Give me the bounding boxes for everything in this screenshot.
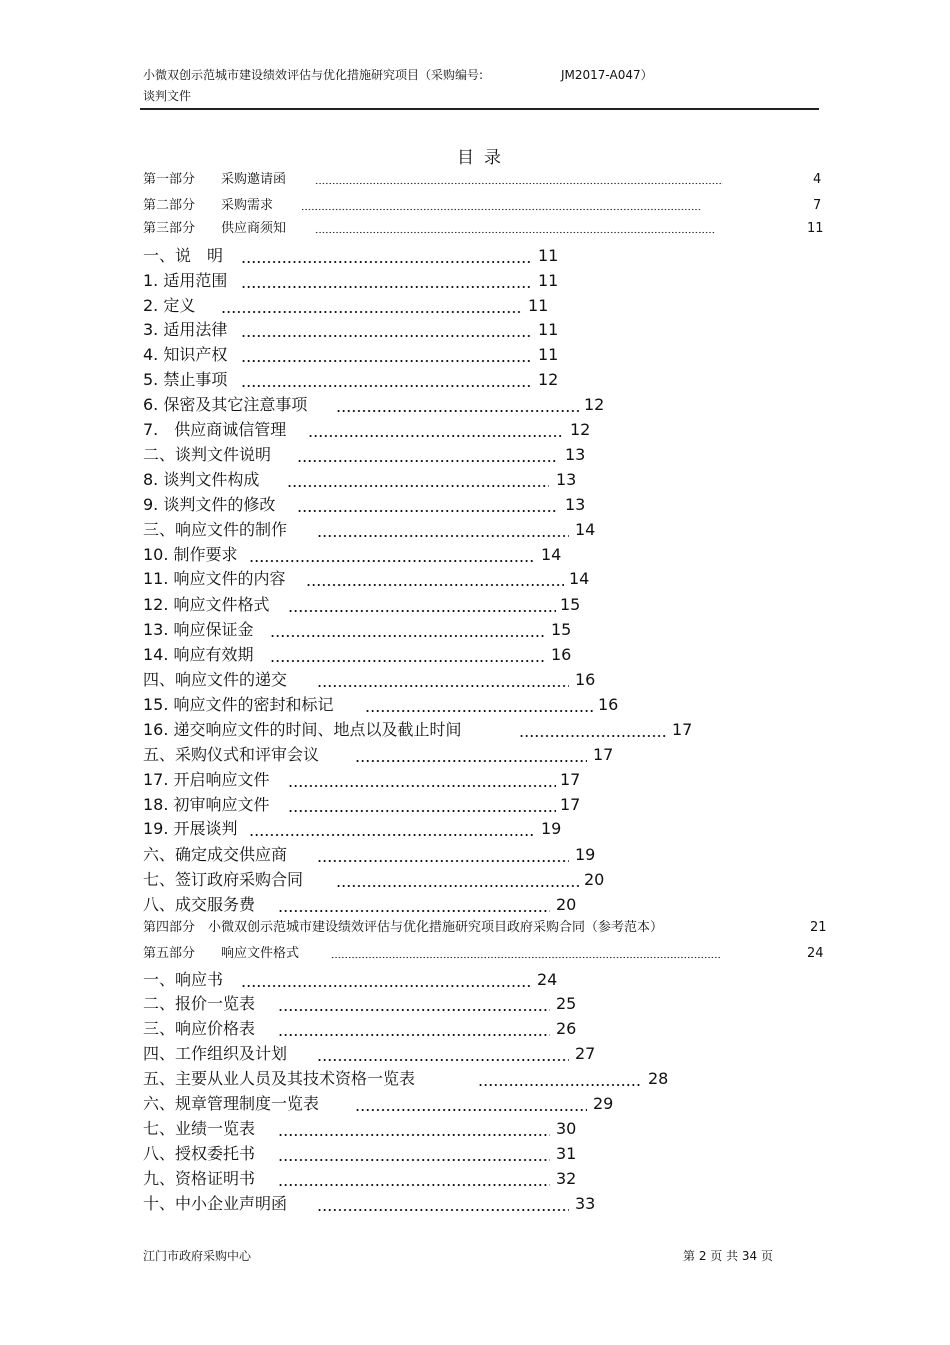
- toc-page-number: 25: [556, 994, 577, 1013]
- toc-page-number: 7: [813, 198, 822, 213]
- toc-entry-label: 五、采购仪式和评审会议: [143, 745, 320, 764]
- toc-page-number: 26: [556, 1019, 577, 1038]
- toc-entry-row[interactable]: [143, 445, 586, 465]
- toc-entry-label: 四、响应文件的递交: [143, 670, 288, 689]
- toc-leader-dots: [355, 1108, 587, 1112]
- toc-leader-dots: [336, 884, 579, 888]
- toc-entry-row[interactable]: [143, 645, 572, 665]
- toc-entry-label: 七、签订政府采购合同: [143, 870, 304, 889]
- toc-page-number: 30: [556, 1119, 577, 1138]
- toc-leader-dots: [278, 909, 550, 913]
- toc-entry-row[interactable]: [143, 819, 562, 839]
- toc-leader-dots: [241, 334, 531, 338]
- toc-leader-dots: [317, 534, 569, 538]
- toc-page-number: 32: [556, 1169, 577, 1188]
- toc-entry-row[interactable]: [143, 1194, 596, 1214]
- toc-leader-dots: [288, 784, 556, 788]
- toc-entry-label: 13. 响应保证金: [143, 620, 254, 639]
- toc-leader-dots: [249, 833, 535, 837]
- toc-page-number: 17: [593, 745, 614, 764]
- toc-entry-label: 九、资格证明书: [143, 1169, 256, 1188]
- toc-page-number: 27: [575, 1044, 596, 1063]
- toc-page-number: 15: [551, 620, 572, 639]
- toc-leader-dots: [270, 634, 545, 638]
- toc-page-number: 11: [538, 345, 559, 364]
- header-title: 小微双创示范城市建设绩效评估与优化措施研究项目（采购编号:: [143, 68, 484, 82]
- toc-title: 目录: [457, 148, 511, 168]
- toc-entry-row[interactable]: [143, 296, 549, 316]
- toc-entry-label: 10. 制作要求: [143, 545, 238, 564]
- toc-section-row[interactable]: [143, 946, 824, 962]
- toc-page-number: 21: [810, 920, 827, 935]
- footer-organization: 江门市政府采购中心: [143, 1249, 252, 1263]
- toc-leader-dots: [315, 231, 716, 234]
- toc-page-number: 15: [560, 595, 581, 614]
- header-procurement-code: JM2017-A047）: [561, 68, 653, 82]
- toc-entry-label: 八、成交服务费: [143, 895, 256, 914]
- toc-entry-label: 十、中小企业声明函: [143, 1194, 288, 1213]
- toc-entry-label: 6. 保密及其它注意事项: [143, 395, 308, 414]
- toc-page-number: 11: [807, 221, 824, 236]
- toc-entry-label: 3. 适用法律: [143, 320, 228, 339]
- toc-leader-dots: [308, 434, 564, 438]
- header-doc-type: 谈判文件: [143, 89, 192, 103]
- toc-leader-dots: [241, 260, 531, 264]
- toc-section-label: 第二部分 采购需求: [143, 198, 274, 213]
- toc-leader-dots: [270, 659, 545, 663]
- toc-entry-label: 二、谈判文件说明: [143, 445, 272, 464]
- toc-leader-dots: [288, 809, 556, 813]
- toc-entry-row[interactable]: [143, 1169, 577, 1189]
- toc-entry-label: 1. 适用范围: [143, 271, 228, 290]
- toc-section-row[interactable]: [143, 920, 827, 936]
- toc-entry-label: 三、响应文件的制作: [143, 520, 288, 539]
- toc-page-number: 29: [593, 1094, 614, 1113]
- toc-leader-dots: [331, 956, 721, 959]
- toc-entry-label: 19. 开展谈判: [143, 819, 238, 838]
- toc-leader-dots: [317, 1208, 569, 1212]
- toc-entry-label: 18. 初审响应文件: [143, 795, 270, 814]
- toc-leader-dots: [241, 285, 531, 289]
- toc-page-number: 17: [672, 720, 693, 739]
- toc-leader-dots: [241, 984, 531, 988]
- toc-page-number: 19: [541, 819, 562, 838]
- toc-leader-dots: [278, 1008, 550, 1012]
- toc-page-number: 20: [556, 895, 577, 914]
- toc-page-number: 13: [556, 470, 577, 489]
- toc-section-label: 第四部分 小微双创示范城市建设绩效评估与优化措施研究项目政府采购合同（参考范本）: [143, 920, 664, 935]
- toc-entry-row[interactable]: [143, 895, 577, 915]
- toc-entry-label: 17. 开启响应文件: [143, 770, 270, 789]
- toc-page-number: 11: [538, 320, 559, 339]
- toc-entry-label: 五、主要从业人员及其技术资格一览表: [143, 1069, 416, 1088]
- toc-entry-label: 一、说 明: [143, 246, 224, 265]
- toc-entry-row[interactable]: [143, 345, 559, 365]
- toc-section-label: 第三部分 供应商须知: [143, 221, 287, 236]
- toc-page-number: 28: [648, 1069, 669, 1088]
- toc-page-number: 13: [565, 445, 586, 464]
- toc-leader-dots: [278, 1133, 550, 1137]
- header-divider: [140, 108, 819, 110]
- toc-page-number: 14: [541, 545, 562, 564]
- toc-entry-row[interactable]: [143, 670, 596, 690]
- toc-leader-dots: [336, 409, 579, 413]
- toc-section-row[interactable]: [143, 221, 824, 237]
- toc-entry-row[interactable]: [143, 994, 577, 1014]
- toc-entry-row[interactable]: [143, 770, 581, 790]
- toc-leader-dots: [249, 559, 535, 563]
- toc-entry-label: 7. 供应商诚信管理: [143, 420, 287, 439]
- toc-page-number: 16: [575, 670, 596, 689]
- toc-page-number: 33: [575, 1194, 596, 1213]
- toc-entry-row[interactable]: [143, 845, 596, 865]
- toc-leader-dots: [315, 182, 723, 185]
- toc-section-label: 第一部分 采购邀请函: [143, 172, 287, 187]
- toc-page-number: 16: [551, 645, 572, 664]
- toc-entry-row[interactable]: [143, 271, 559, 291]
- toc-entry-label: 一、响应书: [143, 970, 224, 989]
- toc-section-row[interactable]: [143, 198, 822, 214]
- toc-page-number: 11: [528, 296, 549, 315]
- toc-leader-dots: [297, 509, 557, 513]
- toc-page-number: 17: [560, 770, 581, 789]
- toc-leader-dots: [241, 359, 531, 363]
- toc-entry-label: 三、响应价格表: [143, 1019, 256, 1038]
- toc-entry-row[interactable]: [143, 745, 614, 765]
- toc-entry-label: 8. 谈判文件构成: [143, 470, 260, 489]
- toc-page-number: 11: [538, 246, 559, 265]
- toc-leader-dots: [365, 709, 593, 713]
- toc-page-number: 12: [584, 395, 605, 414]
- toc-entry-row[interactable]: [143, 720, 693, 740]
- toc-entry-label: 2. 定义: [143, 296, 196, 315]
- toc-leader-dots: [301, 208, 701, 211]
- toc-page-number: 12: [570, 420, 591, 439]
- toc-entry-label: 八、授权委托书: [143, 1144, 256, 1163]
- toc-leader-dots: [287, 484, 549, 488]
- toc-entry-row[interactable]: [143, 246, 559, 266]
- toc-leader-dots: [221, 310, 521, 314]
- toc-page-number: 14: [575, 520, 596, 539]
- toc-entry-label: 二、报价一览表: [143, 994, 256, 1013]
- toc-entry-row[interactable]: [143, 1044, 596, 1064]
- toc-leader-dots: [317, 684, 569, 688]
- toc-entry-row[interactable]: [143, 595, 581, 615]
- toc-section-label: 第五部分 响应文件格式: [143, 946, 300, 961]
- toc-page-number: 17: [560, 795, 581, 814]
- toc-page-number: 31: [556, 1144, 577, 1163]
- toc-entry-label: 4. 知识产权: [143, 345, 228, 364]
- toc-entry-label: 四、工作组织及计划: [143, 1044, 288, 1063]
- toc-entry-row[interactable]: [143, 970, 558, 990]
- toc-entry-label: 六、规章管理制度一览表: [143, 1094, 320, 1113]
- toc-leader-dots: [297, 459, 557, 463]
- toc-entry-label: 六、确定成交供应商: [143, 845, 288, 864]
- toc-entry-row[interactable]: [143, 1069, 669, 1089]
- toc-page-number: 24: [537, 970, 558, 989]
- toc-leader-dots: [355, 759, 587, 763]
- toc-entry-label: 9. 谈判文件的修改: [143, 495, 276, 514]
- toc-page-number: 13: [565, 495, 586, 514]
- toc-entry-row[interactable]: [143, 395, 605, 415]
- toc-page-number: 4: [813, 172, 822, 187]
- toc-entry-row[interactable]: [143, 470, 577, 490]
- toc-leader-dots: [288, 609, 556, 613]
- toc-leader-dots: [317, 1058, 569, 1062]
- toc-entry-label: 14. 响应有效期: [143, 645, 254, 664]
- toc-entry-label: 12. 响应文件格式: [143, 595, 270, 614]
- toc-entry-row[interactable]: [143, 569, 590, 589]
- toc-entry-row[interactable]: [143, 1094, 614, 1114]
- toc-entry-row[interactable]: [143, 1119, 577, 1139]
- toc-entry-row[interactable]: [143, 495, 586, 515]
- toc-entry-label: 16. 递交响应文件的时间、地点以及截止时间: [143, 720, 462, 739]
- toc-leader-dots: [306, 583, 564, 587]
- toc-entry-row[interactable]: [143, 1144, 577, 1164]
- toc-page-number: 24: [807, 946, 824, 961]
- toc-entry-row[interactable]: [143, 370, 559, 390]
- toc-entry-row[interactable]: [143, 695, 619, 715]
- toc-entry-row[interactable]: [143, 870, 605, 890]
- toc-section-row[interactable]: [143, 172, 822, 188]
- toc-page-number: 20: [584, 870, 605, 889]
- toc-page-number: 12: [538, 370, 559, 389]
- toc-entry-label: 5. 禁止事项: [143, 370, 228, 389]
- toc-leader-dots: [478, 1083, 641, 1087]
- toc-entry-row[interactable]: [143, 320, 559, 340]
- toc-entry-row[interactable]: [143, 795, 581, 815]
- toc-page-number: 11: [538, 271, 559, 290]
- toc-leader-dots: [317, 859, 569, 863]
- toc-page-number: 16: [598, 695, 619, 714]
- toc-leader-dots: [278, 1158, 550, 1162]
- toc-entry-row[interactable]: [143, 545, 562, 565]
- toc-page-number: 14: [569, 569, 590, 588]
- toc-leader-dots: [278, 1183, 550, 1187]
- toc-entry-row[interactable]: [143, 520, 596, 540]
- toc-leader-dots: [278, 1033, 550, 1037]
- toc-leader-dots: [241, 384, 531, 388]
- toc-entry-label: 15. 响应文件的密封和标记: [143, 695, 334, 714]
- toc-entry-row[interactable]: [143, 420, 591, 440]
- toc-leader-dots: [519, 734, 667, 738]
- toc-entry-label: 11. 响应文件的内容: [143, 569, 286, 588]
- toc-entry-row[interactable]: [143, 620, 572, 640]
- toc-entry-label: 七、业绩一览表: [143, 1119, 256, 1138]
- footer-page-info: 第 2 页 共 34 页: [683, 1249, 773, 1263]
- toc-page-number: 19: [575, 845, 596, 864]
- toc-entry-row[interactable]: [143, 1019, 577, 1039]
